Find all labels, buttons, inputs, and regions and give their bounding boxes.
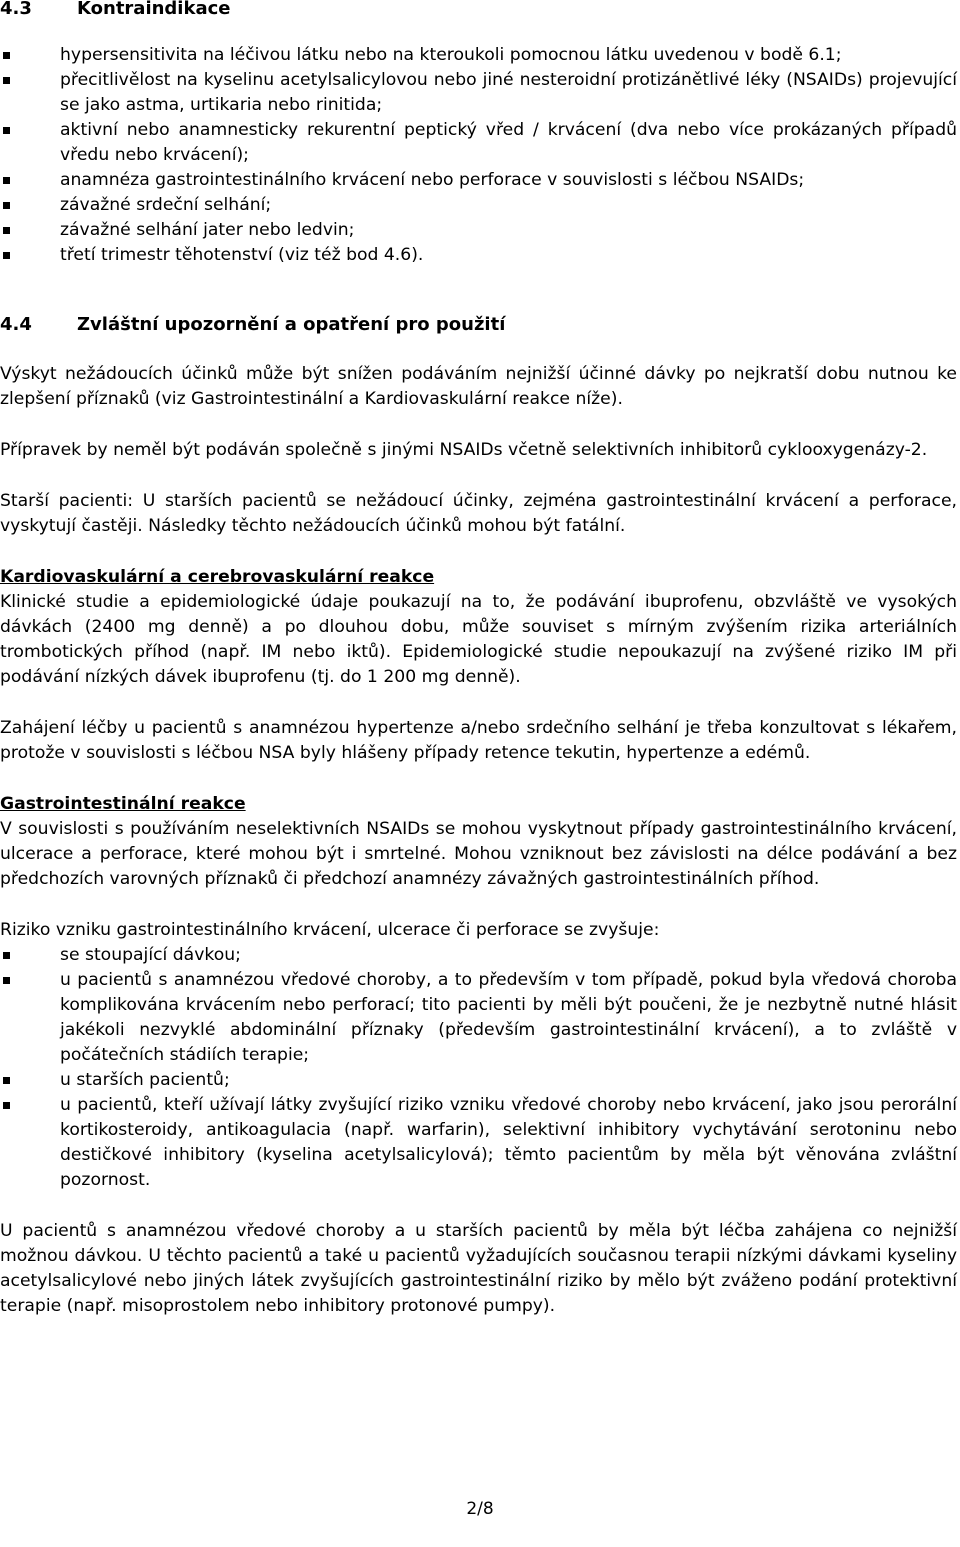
paragraph: Přípravek by neměl být podáván společně s jinými NSAIDs včetně selektivních inhibitorů cyklooxygenázy-2. bbox=[0, 440, 928, 460]
paragraph: Výskyt nežádoucích účinků může být snížen podáváním nejnižší účinné dávky po nejkratší dobu nutnou ke zlepšení příznaků (viz Gastrointestinální a Kardiovaskulární reakce níže). bbox=[0, 364, 957, 409]
list-item: hypersensitivita na léčivou látku nebo na kteroukoli pomocnou látku uvedenou v bodě 6.1; bbox=[0, 43, 957, 68]
subsection-title-gi: Gastrointestinální reakce bbox=[0, 794, 246, 814]
paragraph: U pacientů s anamnézou vředové choroby a u starších pacientů by měla být léčba zahájena co nejnižší možnou dávkou. U těchto pacientů a také u pacientů vyžadujících současnou terapii nízkými dávkami kyseliny acetylsalicylové nebo jiných látek zvyšujících gastrointestinální riziko by mělo být zváženo podání protektivní terapie (např. misoprostolem nebo inhibitory protonové pumpy). bbox=[0, 1221, 957, 1316]
section-heading-4-3 bbox=[0, 0, 230, 21]
section-title: Zvláštní upozornění a opatření pro použití bbox=[77, 314, 506, 335]
paragraph: Zahájení léčby u pacientů s anamnézou hypertenze a/nebo srdečního selhání je třeba konzultovat s lékařem, protože v souvislosti s léčbou NSA byly hlášeny případy retence tekutin, hypertenze a edémů. bbox=[0, 718, 957, 763]
risk-list bbox=[0, 943, 957, 1193]
paragraph: Klinické studie a epidemiologické údaje poukazují na to, že podávání ibuprofenu, obzvláště ve vysokých dávkách (2400 mg denně) a po dlouhou dobu, může souviset s mírným zvýšením rizika arteriálních trombotických příhod (např. IM nebo iktů). Epidemiologické studie nepoukazují na zvýšené riziko IM při podávání nízkých dávek ibuprofenu (tj. do 1 200 mg denně). bbox=[0, 592, 957, 687]
list-item: závažné srdeční selhání; bbox=[0, 193, 957, 218]
page-number: 2/8 bbox=[466, 1499, 494, 1519]
list-item: u starších pacientů; bbox=[0, 1068, 957, 1093]
paragraph: Starší pacienti: U starších pacientů se nežádoucí účinky, zejména gastrointestinální krvácení a perforace, vyskytují častěji. Následky těchto nežádoucích účinků mohou být fatální. bbox=[0, 491, 957, 536]
list-item: se stoupající dávkou; bbox=[0, 943, 957, 968]
risk-intro: Riziko vzniku gastrointestinálního krvácení, ulcerace či perforace se zvyšuje: bbox=[0, 920, 660, 940]
subsection-title-cardio: Kardiovaskulární a cerebrovaskulární reakce bbox=[0, 567, 435, 587]
list-item: závažné selhání jater nebo ledvin; bbox=[0, 218, 957, 243]
list-item: u pacientů s anamnézou vředové choroby, a to především v tom případě, pokud byla vředová choroba komplikována krvácením nebo perforací; tito pacienti by měli být poučeni, že je nezbytně nutné hlásit jakékoli nezvyklé abdominální příznaky (především gastrointestinální krvácení), a to zvláště v počátečních stádiích terapie; bbox=[0, 968, 957, 1068]
section-number: 4.4 bbox=[0, 314, 32, 335]
list-item: anamnéza gastrointestinálního krvácení nebo perforace v souvislosti s léčbou NSAIDs; bbox=[0, 168, 957, 193]
section-heading-4-4 bbox=[0, 313, 505, 337]
section-4-4-body bbox=[0, 362, 957, 1345]
cardio-block bbox=[0, 565, 957, 690]
list-item: přecitlivělost na kyselinu acetylsalicylovou nebo jiné nesteroidní protizánětlivé léky (NSAIDs) projevující se jako astma, urtikaria nebo rinitida; bbox=[0, 68, 957, 118]
list-item: třetí trimestr těhotenství (viz též bod 4.6). bbox=[0, 243, 957, 268]
list-item: aktivní nebo anamnesticky rekurentní peptický vřed / krvácení (dva nebo více prokázaných případů vředu nebo krvácení); bbox=[0, 118, 957, 168]
section-title: Kontraindikace bbox=[77, 0, 231, 19]
section-number: 4.3 bbox=[0, 0, 32, 19]
contraindication-list bbox=[0, 43, 957, 268]
gi-block bbox=[0, 792, 957, 892]
list-item: u pacientů, kteří užívají látky zvyšující riziko vzniku vředové choroby nebo krvácení, jako jsou perorální kortikosteroidy, antikoagulacia (např. warfarin), selektivní inhibitory vychytávání serotoninu nebo destičkové inhibitory (kyselina acetylsalicylová); těmto pacientům by měla být věnována zvláštní pozornost. bbox=[0, 1093, 957, 1193]
paragraph: V souvislosti s používáním neselektivních NSAIDs se mohou vyskytnout případy gastrointestinálního krvácení, ulcerace a perforace, které mohou být i smrtelné. Mohou vzniknout bez závislosti na délce podávání a bez předchozích varovných příznaků či předchozí anamnézy závažných gastrointestinálních příhod. bbox=[0, 819, 957, 889]
